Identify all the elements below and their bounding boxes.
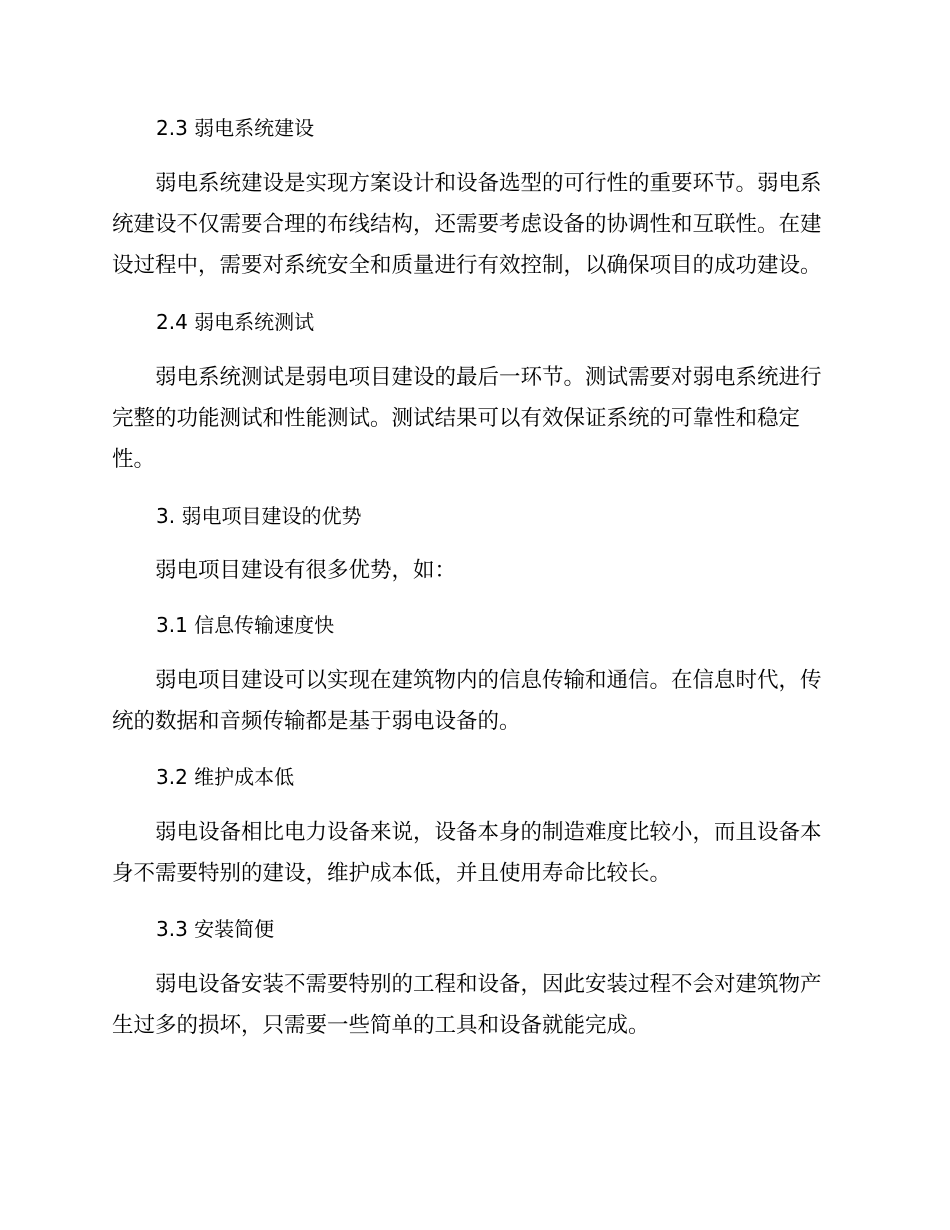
paragraph-line: 完整的功能测试和性能测试。测试结果可以有效保证系统的可靠性和稳定: [112, 406, 801, 431]
paragraph-line: 弱电项目建设有很多优势，如：: [155, 558, 457, 583]
section-paragraph-3-1: [112, 660, 832, 742]
section-heading-3-1: 3.1 信息传输速度快: [156, 613, 335, 637]
paragraph-line: 性。: [112, 447, 156, 472]
paragraph-line: 身不需要特别的建设，维护成本低，并且使用寿命比较长。: [112, 861, 672, 886]
section-heading-2-4: 2.4 弱电系统测试: [156, 310, 315, 334]
section-heading-2-3: 2.3 弱电系统建设: [156, 116, 315, 140]
paragraph-line: 统建设不仅需要合理的布线结构，还需要考虑设备的协调性和互联性。在建: [112, 212, 822, 237]
section-heading-3: 3. 弱电项目建设的优势: [156, 504, 362, 528]
section-paragraph-3-3: [112, 964, 832, 1046]
paragraph-line: 设过程中，需要对系统安全和质量进行有效控制，以确保项目的成功建设。: [112, 253, 822, 278]
paragraph-line: 统的数据和音频传输都是基于弱电设备的。: [112, 709, 521, 734]
section-paragraph-3-2: [112, 812, 832, 894]
paragraph-line: 弱电系统测试是弱电项目建设的最后一环节。测试需要对弱电系统进行: [155, 365, 822, 390]
section-paragraph-3: [112, 550, 832, 591]
section-heading-3-3: 3.3 安装简便: [156, 917, 275, 941]
paragraph-line: 弱电设备安装不需要特别的工程和设备，因此安装过程不会对建筑物产: [155, 972, 822, 997]
section-paragraph-2-4: [112, 357, 832, 480]
paragraph-line: 弱电系统建设是实现方案设计和设备选型的可行性的重要环节。弱电系: [155, 171, 822, 196]
paragraph-line: 生过多的损坏，只需要一些简单的工具和设备就能完成。: [112, 1013, 650, 1038]
paragraph-line: 弱电项目建设可以实现在建筑物内的信息传输和通信。在信息时代，传: [155, 668, 822, 693]
paragraph-line: 弱电设备相比电力设备来说，设备本身的制造难度比较小，而且设备本: [155, 820, 822, 845]
section-paragraph-2-3: [112, 163, 832, 286]
section-heading-3-2: 3.2 维护成本低: [156, 765, 295, 789]
